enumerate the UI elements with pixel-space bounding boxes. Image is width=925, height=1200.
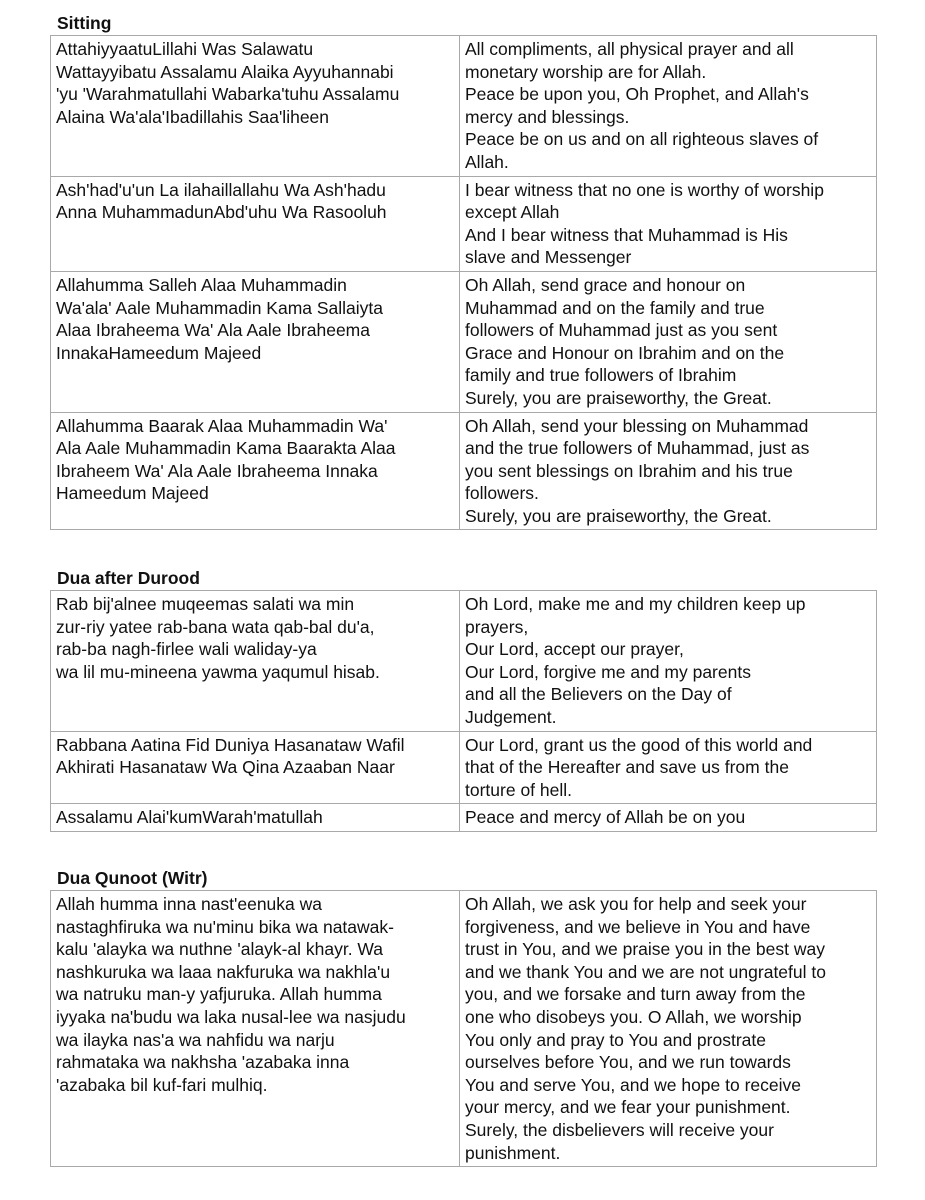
transliteration-cell: Ash'had'u'un La ilahaillallahu Wa Ash'hadu Anna MuhammadunAbd'uhu Wa Rasooluh <box>51 176 460 271</box>
table-row <box>51 176 877 271</box>
translation-cell: I bear witness that no one is worthy of worship except Allah And I bear witness that Muhammad is His slave and Messenger <box>460 176 877 271</box>
translation-cell: All compliments, all physical prayer and all monetary worship are for Allah. Peace be upon you, Oh Prophet, and Allah's mercy and blessings. Peace be on us and on all righteous slaves of Allah. <box>460 36 877 177</box>
transliteration-cell: Rab bij'alnee muqeemas salati wa min zur-riy yatee rab-bana wata qab-bal du'a, rab-ba nagh-firlee wali waliday-ya wa lil mu-mineena yawma yaqumul hisab. <box>51 591 460 732</box>
sitting-table <box>50 35 877 530</box>
transliteration-cell: AttahiyyaatuLillahi Was Salawatu Wattayyibatu Assalamu Alaika Ayyuhannabi 'yu 'Warahmatullahi Wabarka'tuhu Assalamu Alaina Wa'ala'Ibadillahis Saa'liheen <box>51 36 460 177</box>
dua-after-durood-table <box>50 590 877 832</box>
section-title-dua-qunoot: Dua Qunoot (Witr) <box>57 868 208 888</box>
dua-qunoot-table <box>50 890 877 1167</box>
section-title-dua-after-durood: Dua after Durood <box>57 568 200 588</box>
transliteration-cell: Allahumma Baarak Alaa Muhammadin Wa' Ala Aale Muhammadin Kama Baarakta Alaa Ibraheem Wa' Ala Aale Ibraheema Innaka Hameedum Majeed <box>51 412 460 530</box>
translation-cell: Oh Allah, send grace and honour on Muhammad and on the family and true followers of Muhammad just as you sent Grace and Honour on Ibrahim and on the family and true followers of Ibrahim Surely, you are praiseworthy, the Great. <box>460 271 877 412</box>
table-row <box>51 271 877 412</box>
table-row <box>51 412 877 530</box>
translation-cell: Our Lord, grant us the good of this world and that of the Hereafter and save us from the torture of hell. <box>460 731 877 804</box>
transliteration-cell: Allah humma inna nast'eenuka wa nastaghfiruka wa nu'minu bika wa natawak- kalu 'alayka wa nuthne 'alayk-al khayr. Wa nashkuruka wa laaa nakfuruka wa nakhla'u wa natruku man-y yafjuruka. Allah humma iyyaka na'budu wa laka nusal-lee wa nasjudu wa ilayka nas'a wa nahfidu wa narju rahmataka wa nakhsha 'azabaka inna 'azabaka bil kuf-fari mulhiq. <box>51 891 460 1167</box>
translation-cell: Oh Allah, we ask you for help and seek your forgiveness, and we believe in You and have trust in You, and we praise you in the best way and we thank You and we are not ungrateful to you, and we forsake and turn away from the one who disobeys you. O Allah, we worship You only and pray to You and prostrate ourselves before You, and we run towards You and serve You, and we hope to receive your mercy, and we fear your punishment. Surely, the disbelievers will receive your punishment. <box>460 891 877 1167</box>
table-row <box>51 36 877 177</box>
section-title-sitting: Sitting <box>57 13 112 33</box>
table-row <box>51 731 877 804</box>
table-row <box>51 804 877 832</box>
translation-cell: Peace and mercy of Allah be on you <box>460 804 877 832</box>
table-row <box>51 891 877 1167</box>
transliteration-cell: Rabbana Aatina Fid Duniya Hasanataw Wafil Akhirati Hasanataw Wa Qina Azaaban Naar <box>51 731 460 804</box>
transliteration-cell: Assalamu Alai'kumWarah'matullah <box>51 804 460 832</box>
transliteration-cell: Allahumma Salleh Alaa Muhammadin Wa'ala' Aale Muhammadin Kama Sallaiyta Alaa Ibraheema Wa' Ala Aale Ibraheema InnakaHameedum Majeed <box>51 271 460 412</box>
translation-cell: Oh Allah, send your blessing on Muhammad and the true followers of Muhammad, just as you sent blessings on Ibrahim and his true followers. Surely, you are praiseworthy, the Great. <box>460 412 877 530</box>
translation-cell: Oh Lord, make me and my children keep up prayers, Our Lord, accept our prayer, Our Lord, forgive me and my parents and all the Believers on the Day of Judgement. <box>460 591 877 732</box>
table-row <box>51 591 877 732</box>
